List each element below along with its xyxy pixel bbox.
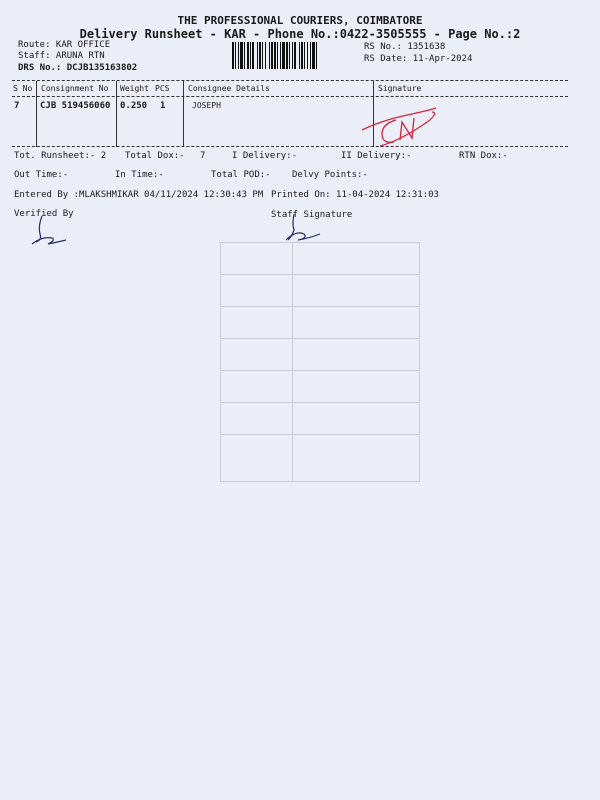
verified-by-signature [28, 214, 68, 250]
company-name: THE PROFESSIONAL COURIERS, COIMBATORE [177, 14, 423, 27]
red-handwritten-signature [352, 100, 442, 150]
header-pcs: PCS [155, 84, 170, 93]
total-pod: Total POD:- [211, 170, 271, 180]
route-text: Route: KAR OFFICE [18, 40, 111, 50]
delvy-points: Delvy Points:- [292, 170, 368, 180]
barcode [232, 42, 358, 69]
column-divider [116, 81, 117, 147]
header-consignee: Consignee Details [188, 84, 270, 93]
row-consignment: CJB 519456060 [40, 101, 111, 111]
barcode-bar [317, 42, 319, 69]
runsheet-title: Delivery Runsheet - KAR - Phone No.:0422-3505555 - Page No.:2 [79, 27, 521, 41]
staff-text: Staff: ARUNA RTN [18, 51, 105, 61]
row-consignee: JOSEPH [192, 101, 221, 110]
rs-date: RS Date: 11-Apr-2024 [364, 54, 473, 64]
verified-by-label: Verified By [14, 209, 74, 219]
column-divider [183, 81, 184, 147]
header-sno: S No [13, 84, 33, 93]
row-weight: 0.250 [120, 101, 148, 111]
drs-number: DRS No.: DCJB135163802 [18, 63, 138, 73]
header-consignment: Consignment No [41, 84, 109, 93]
total-dox-value: 7 [200, 151, 206, 161]
in-time: In Time:- [115, 170, 164, 180]
printed-on: Printed On: 11-04-2024 12:31:03 [271, 190, 439, 200]
table-header-rule [12, 96, 568, 97]
tot-runsheet: Tot. Runsheet:- 2 [14, 151, 107, 161]
bleed-through-stamp [220, 242, 420, 482]
column-divider [36, 81, 37, 147]
out-time: Out Time:- [14, 170, 69, 180]
header-weight: Weight [120, 84, 149, 93]
total-dox-label: Total Dox:- [125, 151, 185, 161]
row-sno: 7 [14, 101, 20, 111]
entered-by: Entered By :MLAKSHMIKAR 04/11/2024 12:30:43 PM [14, 190, 264, 200]
rs-number: RS No.: 1351638 [364, 42, 446, 52]
row-pcs: 1 [160, 101, 166, 111]
rtn-dox: RTN Dox:- [459, 151, 508, 161]
table-bottom-rule [12, 146, 568, 147]
header-signature: Signature [378, 84, 422, 93]
table-top-rule [12, 80, 568, 81]
ii-delivery: II Delivery:- [341, 151, 412, 161]
i-delivery: I Delivery:- [232, 151, 298, 161]
staff-signature-label: Staff Signature [271, 210, 353, 220]
